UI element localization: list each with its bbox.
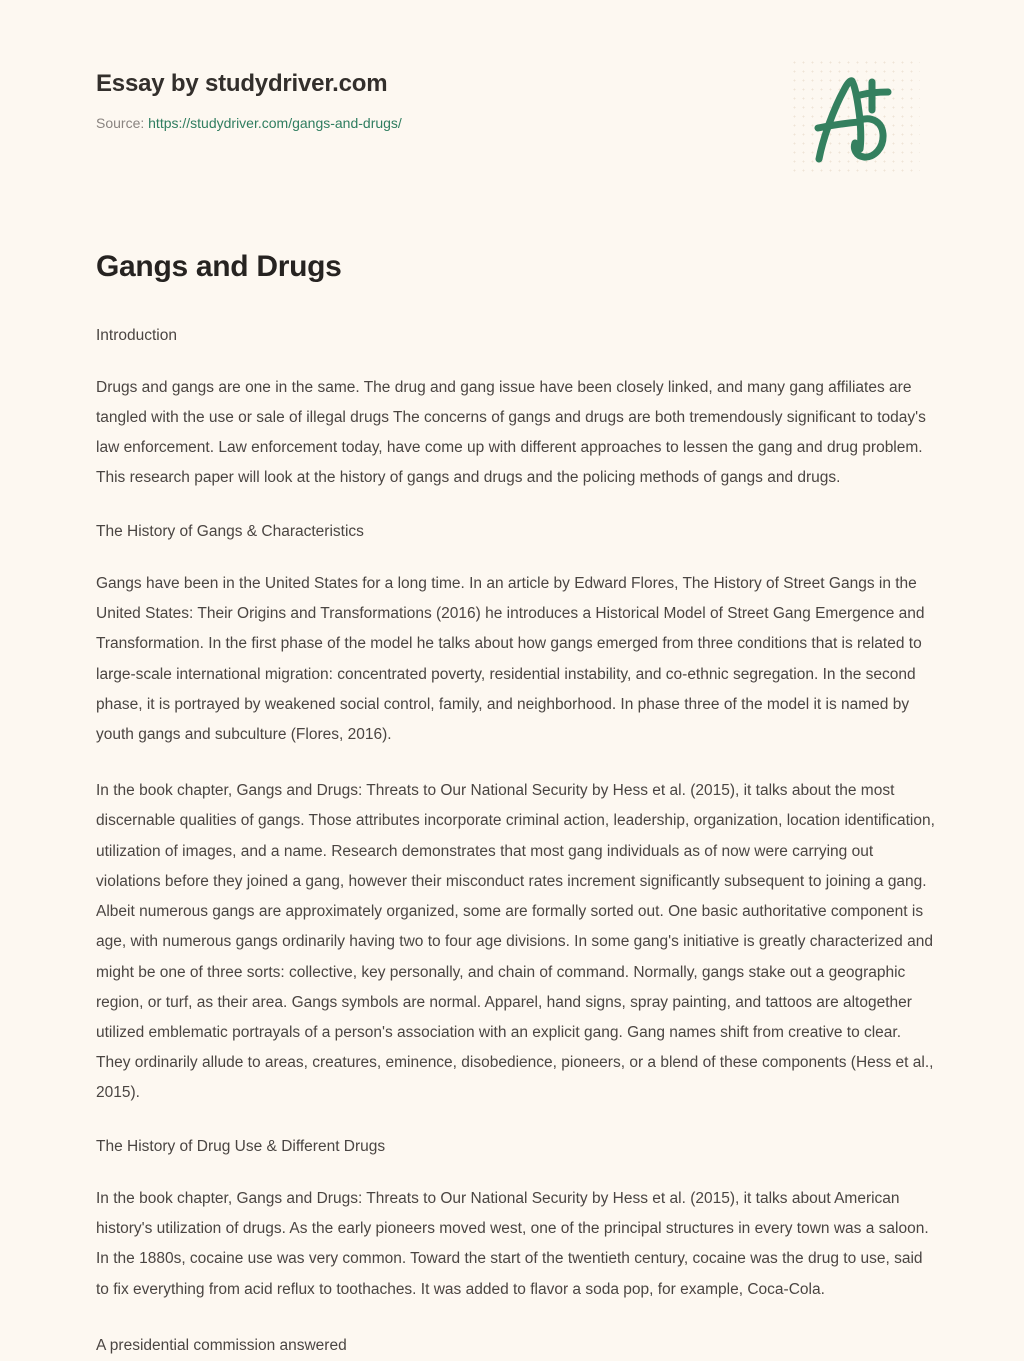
page-header	[0, 0, 1024, 200]
paragraph: Gangs have been in the United States for a long time. In an article by Edward Flores, The History of Street Gangs in the United States: Their Origins and Transformations (2016) he introduces a Historical Model of Street Gang Emergence and Transformation. In the first phase of the model he talks about how gangs emerged from three conditions that is related to large-scale international migration: concentrated poverty, residential instability, and co-ethnic segregation. In the second phase, it is portrayed by weakened social control, family, and neighborhood. In phase three of the model it is named by youth gangs and subculture (Flores, 2016).	[96, 574, 925, 743]
article-blocks	[96, 324, 936, 1361]
paragraph: Drugs and gangs are one in the same. The drug and gang issue have been closely linked, and many gang affiliates are tangled with the use or sale of illegal drugs The concerns of gangs and drugs are both tremendously significant to today's law enforcement. Law enforcement today, have come up with different approaches to lessen the gang and drug problem. This research paper will look at the history of gangs and drugs and the policing methods of gangs and drugs.	[96, 378, 926, 487]
paragraph: In the book chapter, Gangs and Drugs: Threats to Our National Security by Hess et al. (2015), it talks about the most discernable qualities of gangs. Those attributes incorporate criminal action, leadership, organization, location identification, utilization of images, and a name. Research demonstrates that most gang individuals as of now were carrying out violations before they joined a gang, however their misconduct rates increment significantly subsequent to joining a gang. Albeit numerous gangs are approximately organized, some are formally sorted out. One basic authoritative component is age, with numerous gangs ordinarily having two to four age divisions. In some gang's initiative is greatly characterized and might be one of three sorts: collective, key personally, and chain of command. Normally, gangs stake out a geographic region, or turf, as their area. Gangs symbols are normal. Apparel, hand signs, spray painting, and tattoos are altogether utilized emblematic portrayals of a person's association with an explicit gang. Gang names shift from creative to clear. They ordinarily allude to areas, creatures, eminence, disobedience, pioneers, or a blend of these components (Hess et al., 2015).	[96, 782, 935, 1102]
section-heading: The History of Gangs & Characteristics	[96, 522, 364, 540]
site-title: Essay by studydriver.com	[96, 70, 388, 97]
article-body	[96, 248, 936, 1361]
a-plus-logo[interactable]	[790, 58, 920, 178]
a-plus-icon	[810, 72, 900, 164]
source-url-link[interactable]: https://studydriver.com/gangs-and-drugs/	[148, 114, 402, 131]
source-label: Source:	[96, 114, 145, 131]
paragraph: In the book chapter, Gangs and Drugs: Threats to Our National Security by Hess et al. (2015), it talks about American history's utilization of drugs. As the early pioneers moved west, one of the principal structures in every town was a saloon. In the 1880s, cocaine use was very common. Toward the start of the twentieth century, cocaine was the drug to use, said to fix everything from acid reflux to toothaches. It was added to flavor a soda pop, for example, Coca-Cola.	[96, 1189, 929, 1298]
source-line	[96, 114, 402, 132]
section-heading: Introduction	[96, 326, 177, 344]
paragraph: A presidential commission answered	[96, 1336, 347, 1354]
page-title: Gangs and Drugs	[96, 250, 342, 283]
section-heading: The History of Drug Use & Different Drugs	[96, 1137, 386, 1155]
header-text-group	[96, 70, 402, 132]
